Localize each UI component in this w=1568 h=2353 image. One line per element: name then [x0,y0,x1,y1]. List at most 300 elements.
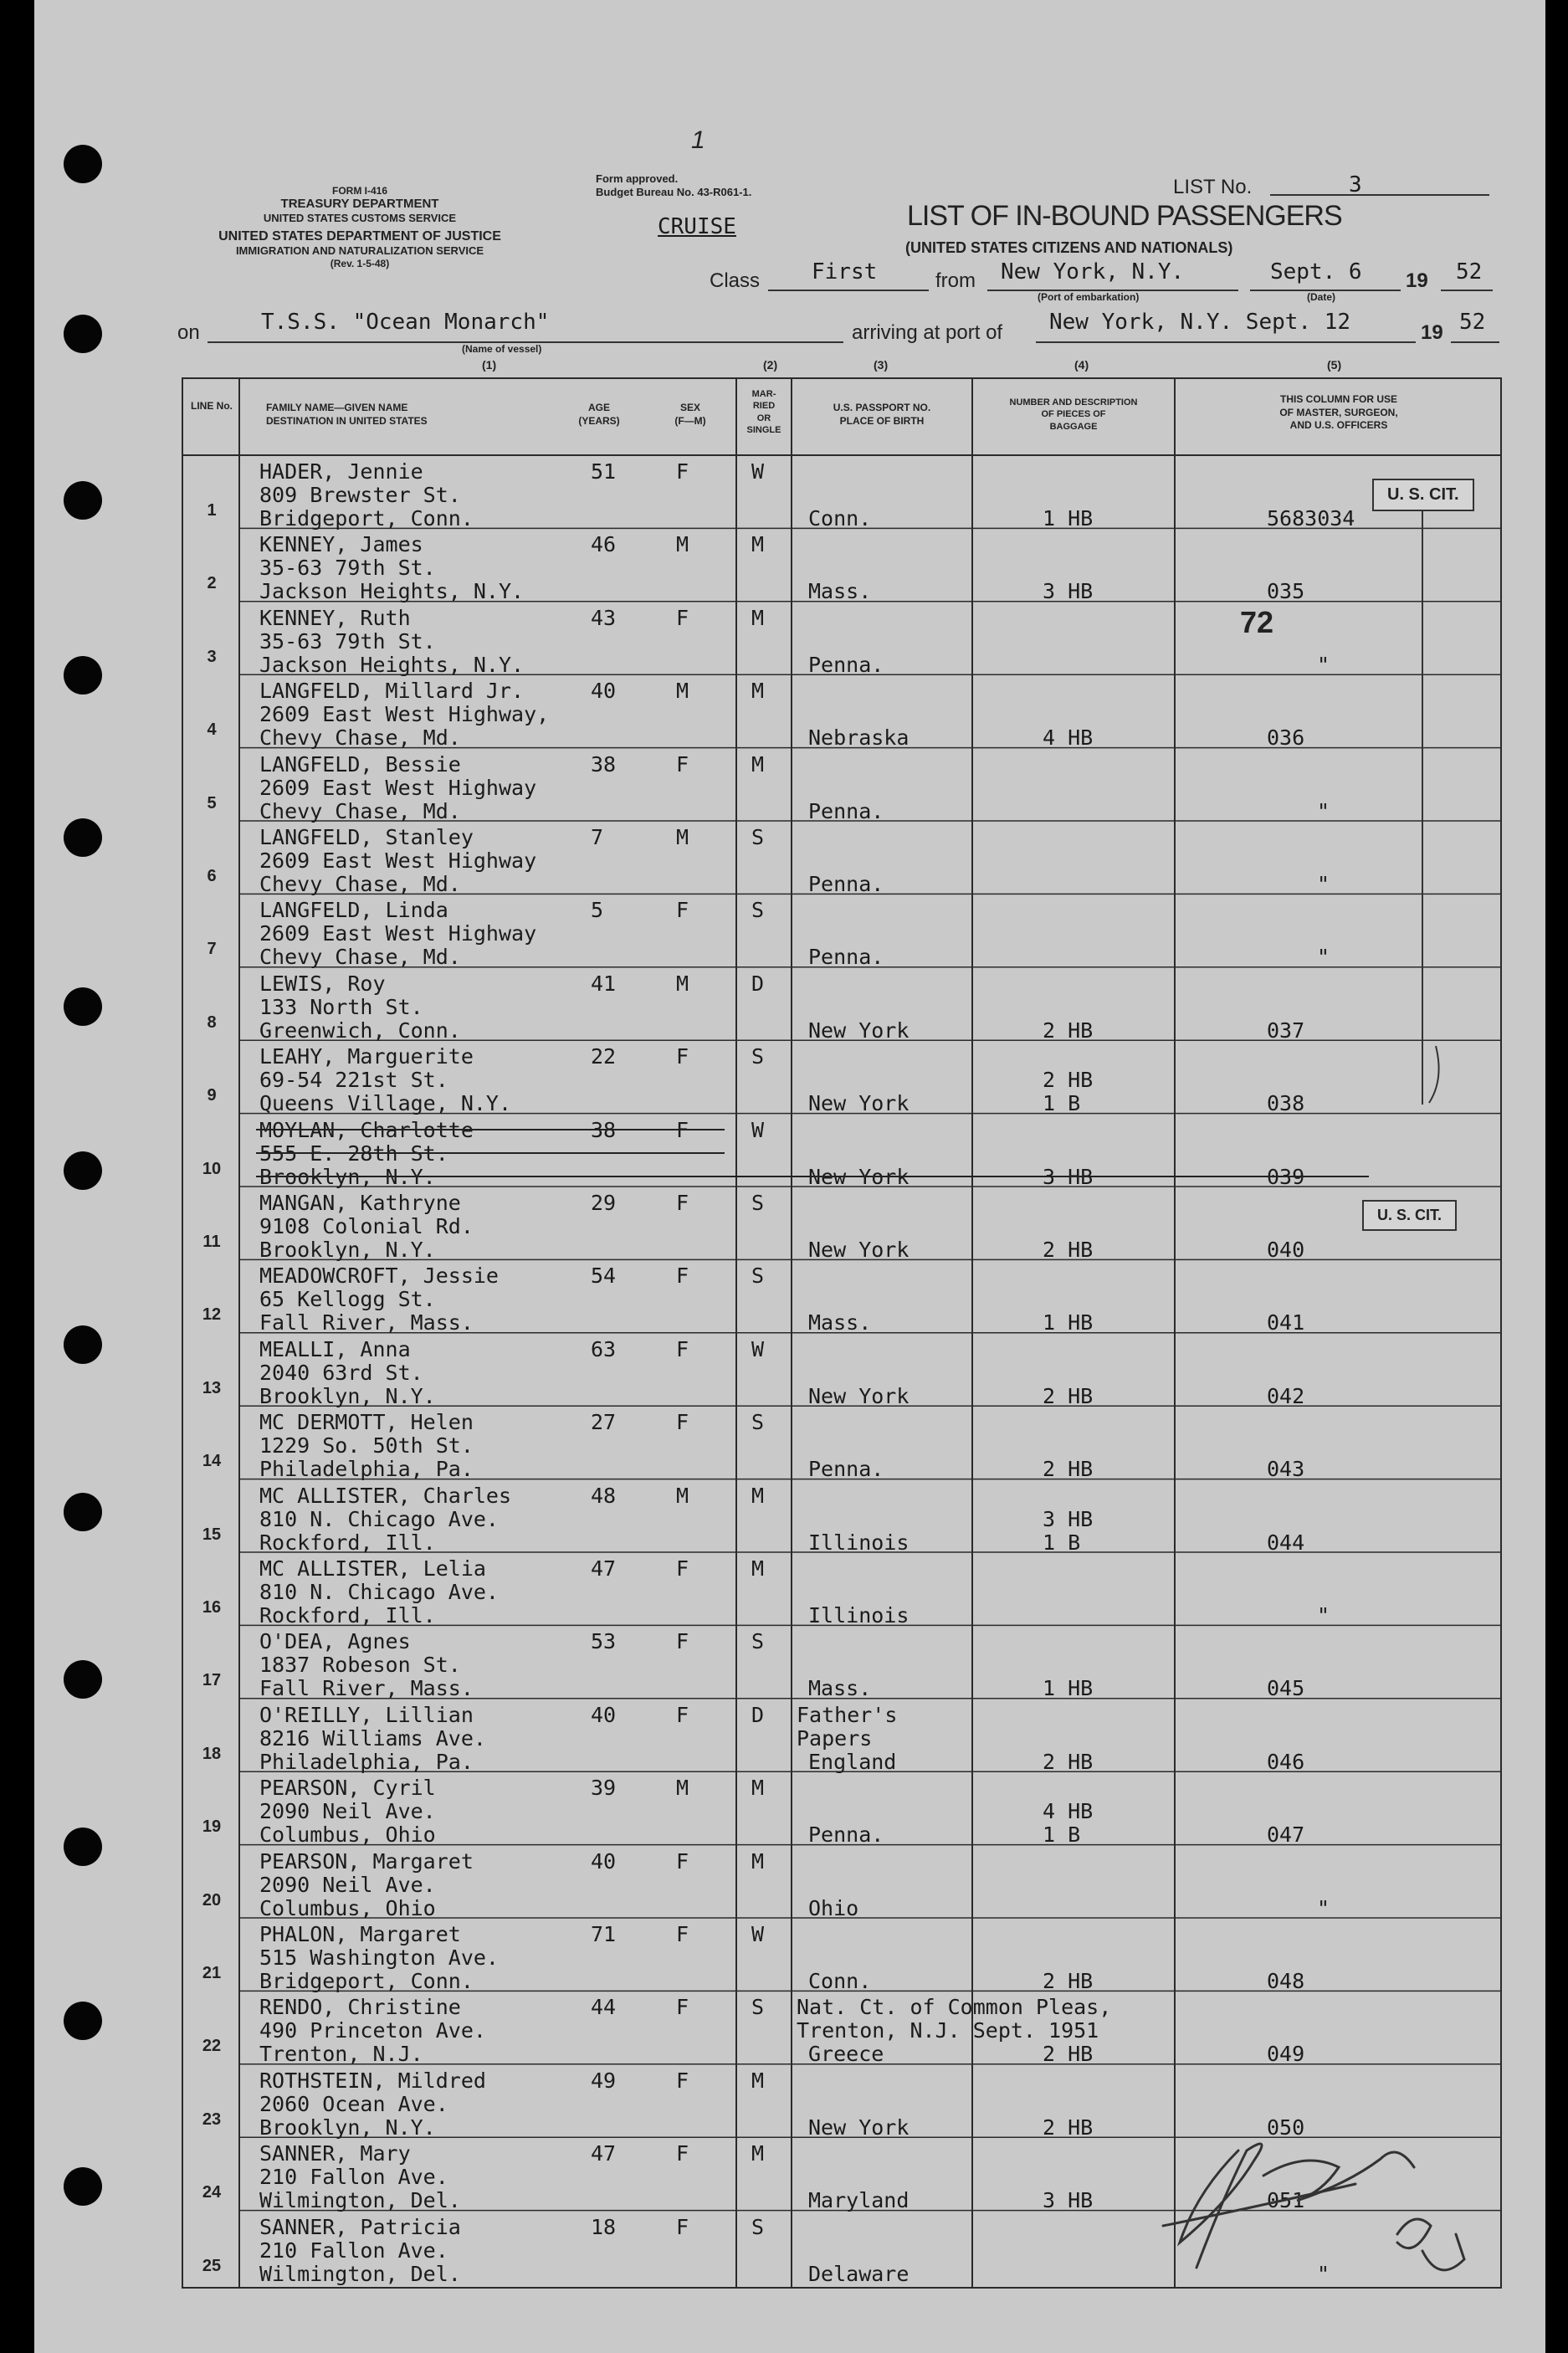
passenger-name: PHALON, Margaret [259,1922,461,1946]
place-of-birth: England [808,1749,897,1774]
passenger-name: MEADOWCROFT, Jessie [259,1264,499,1289]
officer-entry: " [1317,945,1330,970]
passenger-name: LANGFELD, Millard Jr. [259,679,525,704]
line-number: 18 [202,1744,222,1763]
place-of-birth: New York [808,1383,910,1408]
list-no-label: LIST No. [1173,176,1253,198]
passenger-marital: M [751,2141,765,2166]
passenger-name: SANNER, Patricia [259,2214,461,2239]
officer-entry: 041 [1267,1310,1305,1335]
passenger-address: 810 N. Chicago Ave. [259,1506,499,1531]
approval-line-1: Form approved. [596,172,679,185]
form-revision: (Rev. 1-5-48) [330,257,390,269]
passenger-name: LEAHY, Marguerite [259,1044,474,1069]
line-number: 5 [207,793,217,813]
col-number-5: (5) [1327,358,1342,372]
place-of-birth: Mass. [808,579,872,604]
passenger-marital: M [751,1848,765,1874]
passenger-address: 490 Princeton Ave. [259,2018,486,2043]
strike-through [256,1152,725,1154]
passenger-marital: S [751,1191,765,1215]
place-of-birth: Penna. [808,1457,884,1482]
baggage-line-2: 2 HB [1043,1383,1094,1408]
baggage-line-2: 2 HB [1043,1749,1094,1774]
passenger-age: 71 [591,1922,617,1946]
passenger-age: 38 [591,751,617,777]
passenger-sex: M [676,1776,689,1801]
officer-entry: " [1317,2261,1330,2286]
passenger-address: 810 N. Chicago Ave. [259,1580,499,1604]
officer-entry: 038 [1267,1091,1305,1116]
passenger-address: 1837 Robeson St. [259,1653,461,1678]
officer-entry: 050 [1267,2115,1305,2140]
passenger-sex: F [676,1117,689,1142]
place-of-birth: Mass. [808,1676,872,1701]
place-of-birth: Conn. [808,506,872,531]
passenger-sex: F [676,1556,689,1581]
place-of-birth: New York [808,1238,910,1262]
passenger-marital: M [751,751,765,777]
passenger-age: 44 [591,1995,617,2020]
place-of-birth: Greece [808,2042,884,2067]
passport-line-1: Father's [797,1702,898,1727]
passenger-sex: F [676,1191,689,1215]
officer-entry: 046 [1267,1749,1305,1774]
baggage-line-2: 2 HB [1043,1018,1094,1043]
passenger-marital: S [751,1264,765,1289]
passenger-name: LANGFELD, Stanley [259,825,474,849]
from-year-prefix: 19 [1406,269,1428,292]
passenger-address: 65 Kellogg St. [259,1287,436,1312]
passenger-marital: M [751,679,765,704]
passenger-city: Rockford, Ill. [259,1603,436,1628]
officer-entry: 049 [1267,2042,1305,2067]
passenger-city: Jackson Heights, N.Y. [259,652,525,677]
line-number: 17 [202,1671,222,1690]
line-number: 19 [202,1817,222,1837]
passenger-sex: F [676,1044,689,1069]
passport-line-1: Nat. Ct. of Common Pleas, [797,1995,1112,2020]
place-of-birth: Penna. [808,652,884,677]
cruise-label: CRUISE [658,214,736,239]
passenger-address: 133 North St. [259,994,423,1019]
col-number-4: (4) [1074,358,1089,372]
place-of-birth: Delaware [808,2261,910,2286]
passenger-city: Columbus, Ohio [259,1895,436,1920]
passenger-city: Chevy Chase, Md. [259,945,461,970]
arrival-port-date: New York, N.Y. Sept. 12 [1049,310,1351,335]
passenger-marital: S [751,1629,765,1654]
form-number: FORM I-416 [331,185,387,197]
line-number: 15 [202,1525,222,1544]
passenger-address: 2609 East West Highway [259,921,537,946]
place-of-birth: Nebraska [808,725,910,751]
page-mark: 1 [691,126,705,154]
passenger-city: Chevy Chase, Md. [259,725,461,751]
passenger-marital: M [751,605,765,630]
col-married: MAR- RIED OR SINGLE [746,389,781,435]
passenger-sex: M [676,971,689,996]
passenger-name: O'REILLY, Lillian [259,1702,474,1727]
ins: IMMIGRATION AND NATURALIZATION SERVICE [235,244,484,258]
passenger-name: MC ALLISTER, Lelia [259,1556,486,1581]
treasury-dept: TREASURY DEPARTMENT [280,197,439,212]
passenger-sex: F [676,751,689,777]
passenger-name: ROTHSTEIN, Mildred [259,2068,486,2093]
passenger-age: 40 [591,1848,617,1874]
baggage-line-2: 2 HB [1043,2042,1094,2067]
passenger-age: 47 [591,2141,617,2166]
baggage-line-2: 3 HB [1043,579,1094,604]
line-number: 9 [207,1086,217,1105]
passenger-age: 5 [591,898,604,923]
passenger-name: LEWIS, Roy [259,971,386,996]
passenger-city: Wilmington, Del. [259,2188,461,2213]
baggage-line-1: 3 HB [1043,1506,1094,1531]
from-port: New York, N.Y. [1001,259,1185,285]
page-subtitle: (UNITED STATES CITIZENS AND NATIONALS) [905,239,1233,256]
place-of-birth: Maryland [808,2188,910,2213]
officer-entry: " [1317,1603,1330,1628]
passenger-name: KENNEY, Ruth [259,605,411,630]
officer-entry: 035 [1267,579,1305,604]
passenger-marital: S [751,1410,765,1435]
passenger-city: Brooklyn, N.Y. [259,2115,436,2140]
col-number-3: (3) [874,358,889,372]
place-of-birth: Penna. [808,945,884,970]
baggage-line-2: 1 HB [1043,1676,1094,1701]
col-age: AGE (YEARS) [578,402,620,427]
line-number: 21 [202,1964,222,1982]
vessel-name: T.S.S. "Ocean Monarch" [261,310,550,335]
customs-service: UNITED STATES CUSTOMS SERVICE [263,212,457,225]
line-number: 3 [207,647,217,666]
passenger-age: 63 [591,1336,617,1361]
list-no-value: 3 [1349,172,1362,197]
passenger-sex: F [676,2214,689,2239]
baggage-line-2: 2 HB [1043,2115,1094,2140]
passenger-age: 48 [591,1483,617,1508]
passenger-address: 35-63 79th St. [259,556,436,581]
place-of-birth: New York [808,1091,910,1116]
passenger-city: Wilmington, Del. [259,2261,461,2286]
passenger-address: 1229 So. 50th St. [259,1433,474,1458]
passenger-marital: M [751,1776,765,1801]
baggage-line-2: 2 HB [1043,1457,1094,1482]
from-date: Sept. 6 [1270,259,1362,285]
officer-entry: " [1317,872,1330,896]
officer-entry: 048 [1267,1969,1305,1993]
line-number: 14 [202,1452,222,1471]
justice-dept: UNITED STATES DEPARTMENT OF JUSTICE [218,228,501,244]
passenger-sex: F [676,1629,689,1654]
passenger-marital: W [751,459,765,484]
inspector-signature [1146,2100,1498,2293]
passenger-city: Chevy Chase, Md. [259,798,461,823]
passenger-address: 9108 Colonial Rd. [259,1214,474,1238]
baggage-line-2: 4 HB [1043,725,1094,751]
passenger-name: MC ALLISTER, Charles [259,1483,512,1508]
officer-entry: " [1317,798,1330,823]
passenger-marital: D [751,971,765,996]
passenger-marital: W [751,1117,765,1142]
place-of-birth: Illinois [808,1530,910,1555]
passenger-city: Trenton, N.J. [259,2042,423,2067]
passenger-age: 40 [591,679,617,704]
passenger-name: SANNER, Mary [259,2141,411,2166]
passenger-marital: W [751,1922,765,1946]
strike-through [256,1176,1369,1177]
passenger-sex: M [676,532,689,557]
line-number: 8 [207,1012,217,1032]
passenger-marital: W [751,1336,765,1361]
line-number: 20 [202,1890,222,1910]
passenger-sex: F [676,1336,689,1361]
place-of-birth: Conn. [808,1969,872,1993]
line-number: 10 [202,1159,222,1178]
baggage-line-2: 1 B [1043,1530,1081,1555]
col-name: FAMILY NAME—GIVEN NAME DESTINATION IN UNITED STATES [266,402,428,427]
baggage-line-1: 4 HB [1043,1799,1094,1824]
officer-entry: 051 [1267,2188,1305,2213]
passenger-city: Bridgeport, Conn. [259,1969,474,1993]
passenger-city: Brooklyn, N.Y. [259,1238,436,1262]
passenger-address: 2090 Neil Ave. [259,1872,436,1897]
place-of-birth: New York [808,1018,910,1043]
baggage-line-2: 2 HB [1043,1969,1094,1993]
passenger-age: 40 [591,1702,617,1727]
passenger-city: Chevy Chase, Md. [259,872,461,896]
passenger-age: 51 [591,459,617,484]
passenger-marital: S [751,1995,765,2020]
passenger-sex: F [676,459,689,484]
officer-entry: " [1317,652,1330,677]
passenger-age: 29 [591,1191,617,1215]
passenger-address: 2040 63rd St. [259,1360,423,1385]
passenger-address: 2090 Neil Ave. [259,1799,436,1824]
passenger-age: 43 [591,605,617,630]
passenger-age: 47 [591,1556,617,1581]
passenger-name: MEALLI, Anna [259,1336,411,1361]
line-number: 23 [202,2109,222,2129]
from-port-caption: (Port of embarkation) [1038,291,1140,303]
passenger-city: Fall River, Mass. [259,1310,474,1335]
place-of-birth: Ohio [808,1895,859,1920]
passenger-address: 210 Fallon Ave. [259,2238,448,2263]
on-label: on [177,321,200,344]
passenger-city: Rockford, Ill. [259,1530,436,1555]
passenger-age: 49 [591,2068,617,2093]
passenger-marital: S [751,825,765,849]
passenger-marital: M [751,2068,765,2093]
passenger-age: 7 [591,825,604,849]
baggage-line-2: 1 B [1043,1091,1081,1116]
place-of-birth: Penna. [808,872,884,896]
place-of-birth: Mass. [808,1310,872,1335]
passenger-name: PEARSON, Cyril [259,1776,436,1801]
passenger-sex: F [676,2141,689,2166]
us-citizen-stamp: U. S. CIT. [1372,479,1474,511]
col-baggage: NUMBER AND DESCRIPTION OF PIECES OF BAGGAGE [1009,397,1138,432]
passenger-sex: M [676,679,689,704]
place-of-birth: New York [808,2115,910,2140]
passenger-age: 39 [591,1776,617,1801]
line-number: 6 [207,867,217,885]
officer-entry: 044 [1267,1530,1305,1555]
passenger-address: 2060 Ocean Ave. [259,2091,448,2116]
line-number: 16 [202,1598,222,1617]
baggage-line-2: 1 HB [1043,506,1094,531]
col-passport: U.S. PASSPORT NO. PLACE OF BIRTH [833,402,931,427]
passenger-sex: F [676,1922,689,1946]
col-number-1: (1) [482,358,497,372]
officer-entry: 047 [1267,1822,1305,1848]
passenger-sex: F [676,1848,689,1874]
passenger-city: Brooklyn, N.Y. [259,1164,436,1189]
passenger-name: PEARSON, Margaret [259,1848,474,1874]
officer-entry: 045 [1267,1676,1305,1701]
line-number: 1 [207,501,217,520]
passenger-name: HADER, Jennie [259,459,423,484]
passenger-address: 809 Brewster St. [259,483,461,507]
col-sex: SEX (F—M) [674,402,706,427]
passenger-address: 555 E. 28th St. [259,1141,448,1166]
passenger-city: Fall River, Mass. [259,1676,474,1701]
line-number: 4 [207,720,217,740]
passenger-address: 8216 Williams Ave. [259,1725,486,1751]
arriving-label: arriving at port of [852,321,1003,344]
officer-entry: 039 [1267,1164,1305,1189]
vessel-caption: (Name of vessel) [462,343,542,355]
passenger-name: MANGAN, Kathryne [259,1191,461,1215]
us-citizen-stamp: U. S. CIT. [1362,1200,1457,1231]
passenger-name: O'DEA, Agnes [259,1629,411,1654]
passenger-sex: F [676,605,689,630]
place-of-birth: Penna. [808,798,884,823]
passenger-name: LANGFELD, Bessie [259,751,461,777]
passenger-address: 515 Washington Ave. [259,1945,499,1970]
handwritten-72: 72 [1240,605,1274,639]
passenger-city: Philadelphia, Pa. [259,1457,474,1482]
officer-entry: 5683034 [1267,506,1355,531]
place-of-birth: New York [808,1164,910,1189]
passenger-name: MC DERMOTT, Helen [259,1410,474,1435]
baggage-line-2: 2 HB [1043,1238,1094,1262]
passenger-age: 53 [591,1629,617,1654]
line-number: 2 [207,574,217,593]
baggage-line-1: 2 HB [1043,1068,1094,1093]
from-year: 52 [1456,259,1483,285]
passenger-name: KENNEY, James [259,532,423,557]
passenger-age: 22 [591,1044,617,1069]
passenger-address: 2609 East West Highway [259,848,537,873]
officer-entry: 036 [1267,725,1305,751]
col-line-no: LINE No. [191,400,233,412]
arrival-year: 52 [1459,310,1486,335]
baggage-line-2: 3 HB [1043,1164,1094,1189]
place-of-birth: Penna. [808,1822,884,1848]
passenger-sex: F [676,898,689,923]
col-officer: THIS COLUMN FOR USE OF MASTER, SURGEON, AND U.S. OFFICERS [1279,393,1398,432]
line-number: 24 [202,2183,222,2202]
passenger-name: LANGFELD, Linda [259,898,448,923]
passenger-age: 18 [591,2214,617,2239]
passenger-city: Bridgeport, Conn. [259,506,474,531]
passenger-address: 210 Fallon Ave. [259,2165,448,2190]
line-number: 11 [202,1233,221,1251]
passenger-marital: M [751,1556,765,1581]
passenger-age: 54 [591,1264,617,1289]
passenger-city: Columbus, Ohio [259,1822,436,1848]
passenger-age: 27 [591,1410,617,1435]
passport-line-2: Papers [797,1725,873,1751]
arrival-year-prefix: 19 [1421,321,1443,344]
from-date-caption: (Date) [1307,291,1336,303]
passenger-city: Brooklyn, N.Y. [259,1383,436,1408]
line-number: 22 [202,2037,222,2056]
passenger-city: Jackson Heights, N.Y. [259,579,525,604]
passenger-marital: S [751,898,765,923]
line-number: 12 [202,1305,222,1325]
officer-entry: 040 [1267,1238,1305,1262]
passenger-sex: F [676,1702,689,1727]
passenger-city: Philadelphia, Pa. [259,1749,474,1774]
passenger-sex: M [676,1483,689,1508]
passenger-marital: M [751,532,765,557]
from-label: from [935,269,976,292]
passenger-age: 38 [591,1117,617,1142]
passenger-marital: S [751,2214,765,2239]
passenger-sex: F [676,1410,689,1435]
passenger-address: 69-54 221st St. [259,1068,448,1093]
class-value: First [812,259,878,285]
passenger-age: 41 [591,971,617,996]
line-number: 25 [202,2256,222,2275]
passenger-address: 2609 East West Highway [259,775,537,800]
col-number-2: (2) [763,358,778,372]
line-number: 13 [202,1378,222,1397]
officer-entry: 043 [1267,1457,1305,1482]
passenger-marital: S [751,1044,765,1069]
passenger-address: 35-63 79th St. [259,628,436,654]
passenger-address: 2609 East West Highway, [259,702,550,727]
passenger-sex: F [676,2068,689,2093]
officer-entry: " [1317,1895,1330,1920]
passenger-city: Greenwich, Conn. [259,1018,461,1043]
baggage-line-2: 3 HB [1043,2188,1094,2213]
passenger-sex: M [676,825,689,849]
passenger-sex: F [676,1264,689,1289]
passenger-age: 46 [591,532,617,557]
place-of-birth: Illinois [808,1603,910,1628]
passenger-marital: M [751,1483,765,1508]
passenger-sex: F [676,1995,689,2020]
approval-line-2: Budget Bureau No. 43-R061-1. [596,185,752,198]
strike-through [256,1129,725,1130]
officer-entry: 037 [1267,1018,1305,1043]
passenger-name: RENDO, Christine [259,1995,461,2020]
line-number: 7 [207,940,217,959]
passenger-city: Queens Village, N.Y. [259,1091,512,1116]
passenger-name: MOYLAN, Charlotte [259,1117,474,1142]
page-title: LIST OF IN-BOUND PASSENGERS [907,200,1342,232]
class-label: Class [710,269,761,292]
baggage-line-2: 1 HB [1043,1310,1094,1335]
passenger-marital: D [751,1702,765,1727]
officer-entry: 042 [1267,1383,1305,1408]
passport-line-2: Trenton, N.J. Sept. 1951 [797,2018,1099,2043]
baggage-line-2: 1 B [1043,1822,1081,1848]
